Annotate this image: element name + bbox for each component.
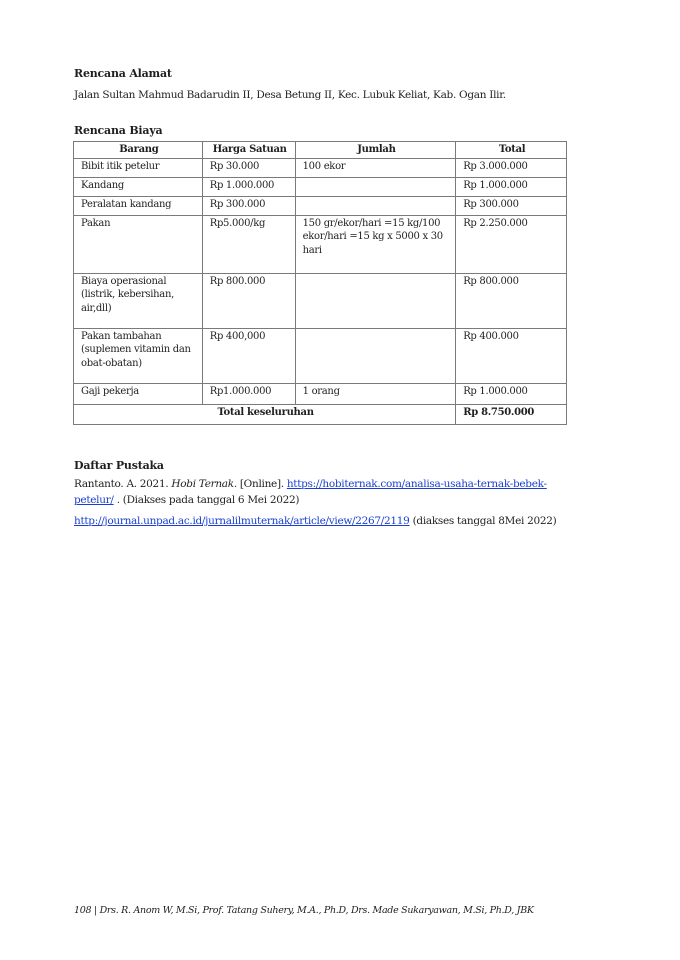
cell-harga: Rp1.000.000	[202, 383, 295, 404]
ref2-link[interactable]: http://journal.unpad.ac.id/jurnalilmuternak/article/view/2267/2119	[74, 515, 410, 527]
alamat-title: Rencana Alamat	[74, 67, 172, 80]
cell-total: Rp 1.000.000	[456, 177, 567, 196]
ref2-accessed: (diakses tanggal 8Mei 2022)	[409, 515, 557, 527]
cell-jumlah	[295, 328, 456, 383]
ref1-link[interactable]: https://hobiternak.com/analisa-usaha-ternak-bebek-petelur/	[74, 478, 547, 506]
cell-barang: Gaji pekerja	[74, 383, 203, 404]
pustaka-title: Daftar Pustaka	[74, 459, 164, 472]
cell-jumlah	[295, 177, 456, 196]
ref1-accessed: . (Diakses pada tanggal 6 Mei 2022)	[113, 493, 300, 506]
reference-1	[74, 477, 584, 508]
cell-barang: Pakan	[74, 215, 203, 273]
table-total-row	[74, 404, 567, 424]
reference-2	[74, 514, 584, 530]
cell-total: Rp 400.000	[456, 328, 567, 383]
table-header-row	[74, 142, 567, 159]
table-row	[74, 158, 567, 177]
table-row	[74, 383, 567, 404]
total-value: Rp 8.750.000	[456, 404, 567, 424]
cell-total: Rp 2.250.000	[456, 215, 567, 273]
cell-jumlah: 100 ekor	[295, 158, 456, 177]
cell-harga: Rp 800.000	[202, 273, 295, 328]
table-row	[74, 273, 567, 328]
biaya-title: Rencana Biaya	[74, 124, 163, 137]
header-jumlah: Jumlah	[295, 142, 456, 159]
ref1-type: . [Online].	[233, 478, 287, 490]
table-row	[74, 177, 567, 196]
cell-jumlah	[295, 273, 456, 328]
table-row	[74, 215, 567, 273]
header-total: Total	[456, 142, 567, 159]
table-row	[74, 328, 567, 383]
page-footer: 108 | Drs. R. Anom W, M.Si, Prof. Tatang Suhery, M.A., Ph.D, Drs. Made Sukaryawan, M.Si, Ph.D, JBK	[74, 905, 534, 916]
header-barang: Barang	[74, 142, 203, 159]
cost-table	[73, 141, 567, 425]
table-row	[74, 196, 567, 215]
header-harga-satuan: Harga Satuan	[202, 142, 295, 159]
cell-harga: Rp5.000/kg	[202, 215, 295, 273]
alamat-text: Jalan Sultan Mahmud Badarudin II, Desa Betung II, Kec. Lubuk Keliat, Kab. Ogan Ilir.	[74, 89, 506, 101]
cell-harga: Rp 300.000	[202, 196, 295, 215]
cell-barang: Biaya operasional (listrik, kebersihan, air,dll)	[74, 273, 203, 328]
cell-harga: Rp 30.000	[202, 158, 295, 177]
cell-barang: Peralatan kandang	[74, 196, 203, 215]
cell-harga: Rp 1.000.000	[202, 177, 295, 196]
ref1-title: Hobi Ternak	[171, 478, 234, 490]
cell-total: Rp 300.000	[456, 196, 567, 215]
cell-total: Rp 3.000.000	[456, 158, 567, 177]
cell-barang: Pakan tambahan (suplemen vitamin dan obat-obatan)	[74, 328, 203, 383]
cell-jumlah: 150 gr/ekor/hari =15 kg/100 ekor/hari =15 kg x 5000 x 30 hari	[295, 215, 456, 273]
cell-harga: Rp 400,000	[202, 328, 295, 383]
cell-total: Rp 800.000	[456, 273, 567, 328]
ref1-author: Rantanto. A. 2021.	[74, 478, 172, 490]
cell-barang: Bibit itik petelur	[74, 158, 203, 177]
cell-barang: Kandang	[74, 177, 203, 196]
cell-jumlah: 1 orang	[295, 383, 456, 404]
cell-jumlah	[295, 196, 456, 215]
cell-total: Rp 1.000.000	[456, 383, 567, 404]
total-label: Total keseluruhan	[74, 404, 456, 424]
